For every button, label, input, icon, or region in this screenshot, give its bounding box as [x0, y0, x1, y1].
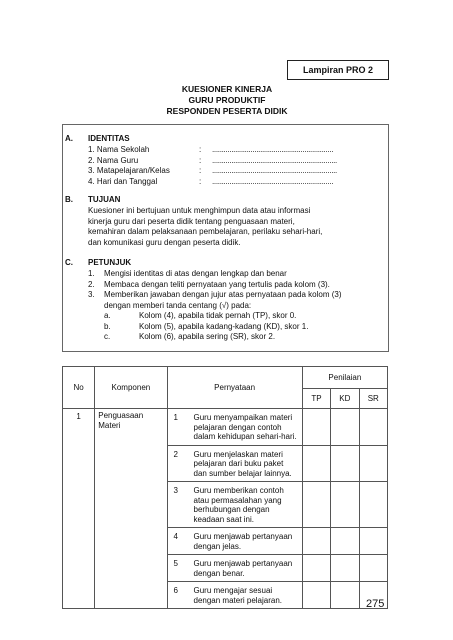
field-dots: .................................................................: [212, 155, 337, 165]
purpose-line: Kuesioner ini bertujuan untuk menghimpun data atau informasi: [88, 206, 311, 215]
statement-number: 3: [173, 486, 178, 495]
section-c-heading: PETUNJUK: [88, 258, 132, 267]
instruction-number: 3.: [88, 290, 95, 299]
statement-line: dan sumber belajar lainnya.: [193, 468, 292, 478]
statement-line: dalam kehidupan sehari-hari.: [193, 432, 297, 441]
component-cell: [95, 409, 167, 609]
purpose-line: kemahiran dalam pelaksanaan pembelajaran, perilaku sehari-hari,: [88, 227, 323, 236]
statement-wrap: [171, 584, 299, 606]
checkbox-sr: [359, 409, 387, 446]
statement-text: [190, 557, 295, 579]
statement-text: [190, 530, 295, 552]
statement-wrap: [171, 484, 299, 525]
statement-text: [190, 584, 285, 606]
checkbox-tp: [302, 482, 330, 528]
statement-line: dengan jelas.: [193, 541, 242, 551]
section-b-heading: TUJUAN: [88, 195, 121, 204]
instruction-text: Memberikan jawaban dengan jujur atas pernyataan pada kolom (3): [104, 290, 342, 299]
statement-line: Guru menjawab pertanyaan: [193, 532, 293, 541]
checkbox-tp: [302, 582, 330, 609]
field-colon: :: [199, 155, 202, 165]
field-label: 2. Nama Guru: [88, 155, 139, 165]
statement-line: berhubungan dengan: [193, 505, 270, 514]
statement-number: 4: [173, 532, 178, 541]
instruction-number: 1.: [88, 269, 95, 278]
statement-text: [190, 411, 299, 443]
statement-line: Guru mengajar sesuai: [193, 586, 273, 595]
header-penilaian: Penilaian: [302, 367, 387, 389]
statement-wrap: [171, 530, 299, 552]
instruction-text: Mengisi identitas di atas dengan lengkap dan benar: [104, 269, 287, 278]
statement-number: 2: [173, 449, 178, 459]
statement-text: [190, 448, 294, 480]
statement-wrap: [171, 448, 299, 480]
checkbox-sr: [359, 528, 387, 555]
title-line-1: KUESIONER KINERJA: [181, 84, 273, 94]
header-kd: KD: [331, 389, 359, 409]
checkbox-tp: [302, 409, 330, 446]
statement-wrap: [171, 411, 299, 443]
checkbox-tp: [302, 555, 330, 582]
header-tp: TP: [302, 389, 330, 409]
checkbox-sr: [359, 445, 387, 482]
statement-line: Guru memberikan contoh: [193, 486, 284, 495]
checkbox-kd: [331, 409, 359, 446]
field-colon: :: [199, 166, 202, 175]
section-b-letter: B.: [65, 195, 73, 204]
sub-instruction-text: Kolom (5), apabila kadang-kadang (KD), skor 1.: [139, 321, 309, 331]
field-label: 1. Nama Sekolah: [88, 145, 150, 154]
sub-instruction-letter: a.: [104, 311, 111, 320]
field-dots: .................................................................: [212, 166, 337, 175]
field-label: 3. Matapelajaran/Kelas: [88, 166, 170, 175]
sub-instruction-text: Kolom (6), apabila sering (SR), skor 2.: [139, 332, 276, 341]
field-colon: :: [199, 145, 202, 154]
table-row: [63, 409, 388, 446]
statement-text: [190, 484, 286, 525]
statement-cell: [167, 582, 302, 609]
field-dots: ...............................................................: [212, 176, 334, 186]
checkbox-kd: [331, 555, 359, 582]
statement-number: 1: [173, 413, 178, 422]
checkbox-kd: [331, 482, 359, 528]
component-line: Penguasaan: [98, 411, 144, 420]
title-line-3: RESPONDEN PESERTA DIDIK: [166, 106, 288, 116]
checkbox-sr: [359, 555, 387, 582]
statement-line: Guru menjawab pertanyaan: [193, 559, 293, 568]
statement-line: pelajaran dari buku paket: [193, 459, 284, 468]
purpose-paragraph: [88, 206, 358, 248]
checkbox-tp: [302, 445, 330, 482]
section-a-heading: IDENTITAS: [88, 134, 130, 143]
checkbox-sr: [359, 482, 387, 528]
row-number: 1: [63, 409, 95, 609]
checkbox-kd: [331, 582, 359, 609]
statement-line: dengan benar.: [193, 568, 245, 578]
statement-cell: [167, 445, 302, 482]
field-colon: :: [199, 176, 202, 186]
statement-line: Guru menjelaskan materi: [193, 449, 283, 459]
field-dots: ...............................................................: [212, 145, 334, 154]
purpose-line: dan komunikasi guru dengan peserta didik.: [88, 237, 241, 247]
sub-instruction-text: Kolom (4), apabila tidak pernah (TP), skor 0.: [139, 311, 297, 320]
statement-number: 6: [173, 586, 178, 595]
questionnaire-table: [62, 366, 388, 609]
statement-line: Guru menyampaikan materi: [193, 413, 293, 422]
title-line-2: GURU PRODUKTIF: [188, 95, 266, 105]
header-komponen: Komponen: [95, 367, 167, 409]
field-label: 4. Hari dan Tanggal: [88, 176, 158, 186]
statement-cell: [167, 555, 302, 582]
sub-instruction-letter: c.: [104, 332, 111, 341]
statement-cell: [167, 528, 302, 555]
sub-instruction-letter: b.: [104, 321, 111, 331]
instruction-text: Membaca dengan teliti pernyataan yang tertulis pada kolom (3).: [104, 279, 330, 289]
purpose-line: kinerja guru dari peserta didik tentang penguasaan materi,: [88, 216, 295, 226]
statement-wrap: [171, 557, 299, 579]
checkbox-tp: [302, 528, 330, 555]
header-no: No: [63, 367, 95, 409]
statement-line: keadaan saat ini.: [193, 514, 254, 524]
section-a-letter: A.: [65, 134, 73, 143]
statement-number: 5: [173, 559, 178, 568]
document-title: [120, 84, 334, 117]
section-c-letter: C.: [65, 258, 73, 267]
header-sr: SR: [359, 389, 387, 409]
statement-line: atau permasalahan yang: [193, 495, 282, 505]
statement-cell: [167, 409, 302, 446]
instruction-text: dengan memberi tanda centang (√) pada:: [104, 300, 252, 310]
checkbox-kd: [331, 445, 359, 482]
lampiran-label: Lampiran PRO 2: [287, 60, 389, 80]
page-number: 275: [366, 598, 385, 610]
statement-line: pelajaran dengan contoh: [193, 422, 282, 432]
header-pernyataan: Pernyataan: [167, 367, 302, 409]
statement-line: dengan materi pelajaran.: [193, 595, 283, 605]
checkbox-kd: [331, 528, 359, 555]
instruction-number: 2.: [88, 279, 95, 289]
statement-cell: [167, 482, 302, 528]
component-line: Materi: [98, 420, 121, 430]
